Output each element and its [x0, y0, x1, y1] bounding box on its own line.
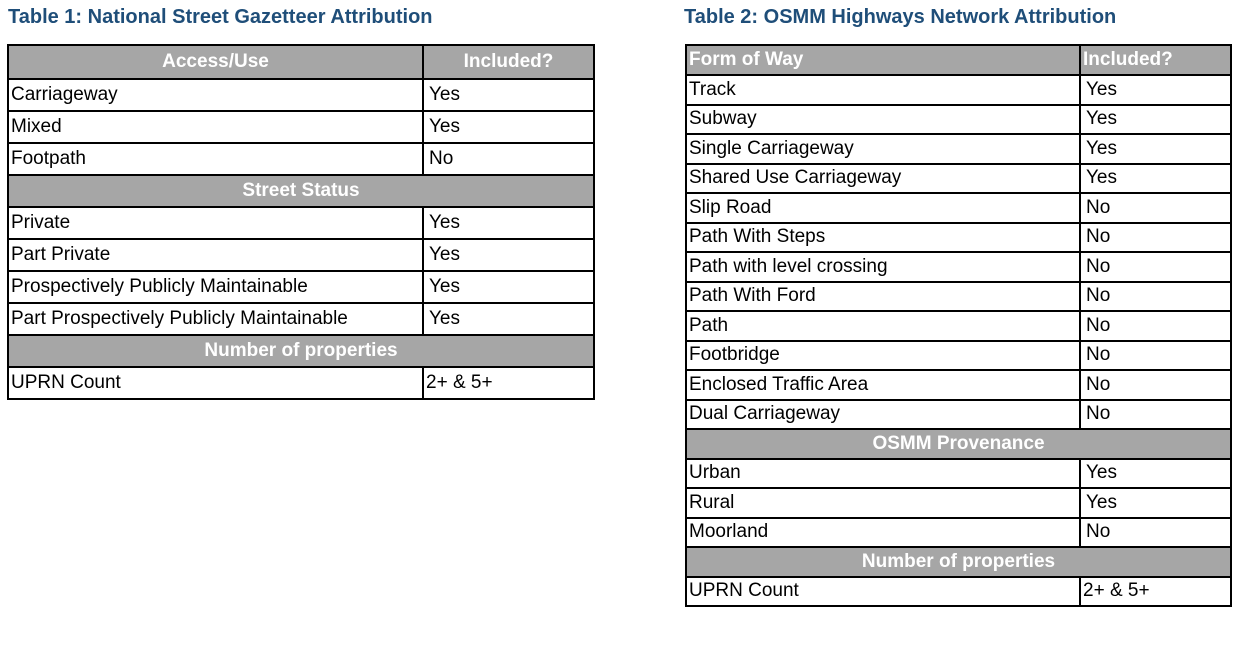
table-row	[686, 164, 1231, 194]
table-row	[686, 282, 1231, 312]
table-row	[686, 134, 1231, 164]
row-value: No	[423, 143, 594, 175]
table-row	[686, 252, 1231, 282]
table-row	[686, 75, 1231, 105]
table-row	[8, 271, 594, 303]
section-header-row	[8, 175, 594, 207]
row-value: No	[1080, 193, 1231, 223]
osmm-attribution-table	[685, 44, 1232, 607]
row-value: Yes	[423, 111, 594, 143]
table-row	[686, 577, 1231, 607]
row-value: No	[1080, 370, 1231, 400]
row-value: No	[1080, 282, 1231, 312]
table-row	[686, 400, 1231, 430]
table1-title: Table 1: National Street Gazetteer Attribution	[8, 6, 433, 28]
row-value: No	[1080, 400, 1231, 430]
table-row	[8, 79, 594, 111]
row-value: Yes	[423, 207, 594, 239]
nsg-attribution-table	[7, 44, 595, 400]
row-value: Yes	[1080, 488, 1231, 518]
row-label: Prospectively Publicly Maintainable	[8, 271, 423, 303]
row-value: No	[1080, 341, 1231, 371]
table-row	[8, 367, 594, 399]
section-header: OSMM Provenance	[686, 429, 1231, 459]
row-value: Yes	[1080, 134, 1231, 164]
column-header-access-use: Access/Use	[8, 45, 423, 79]
table-row	[686, 518, 1231, 548]
row-value: Yes	[1080, 75, 1231, 105]
row-label: Subway	[686, 105, 1080, 135]
row-label: Moorland	[686, 518, 1080, 548]
table-row	[686, 193, 1231, 223]
row-label: Path With Steps	[686, 223, 1080, 253]
table-row	[686, 223, 1231, 253]
section-header-row	[686, 547, 1231, 577]
column-header-form-of-way: Form of Way	[686, 45, 1080, 75]
row-label: Path with level crossing	[686, 252, 1080, 282]
row-label: Path	[686, 311, 1080, 341]
row-label: Footpath	[8, 143, 423, 175]
table-row	[8, 207, 594, 239]
row-label: Footbridge	[686, 341, 1080, 371]
row-label: Mixed	[8, 111, 423, 143]
table-row	[686, 459, 1231, 489]
row-value: No	[1080, 311, 1231, 341]
row-label: Private	[8, 207, 423, 239]
row-value: Yes	[1080, 105, 1231, 135]
row-value: Yes	[423, 303, 594, 335]
row-value: Yes	[423, 239, 594, 271]
row-value: Yes	[1080, 459, 1231, 489]
row-value: 2+ & 5+	[423, 367, 594, 399]
row-label: UPRN Count	[686, 577, 1080, 607]
row-value: No	[1080, 518, 1231, 548]
row-value: Yes	[423, 271, 594, 303]
table-row	[686, 370, 1231, 400]
section-header: Number of properties	[8, 335, 594, 367]
row-value: No	[1080, 223, 1231, 253]
row-label: Part Prospectively Publicly Maintainable	[8, 303, 423, 335]
row-label: Part Private	[8, 239, 423, 271]
column-header-included: Included?	[423, 45, 594, 79]
row-value: 2+ & 5+	[1080, 577, 1231, 607]
row-value: Yes	[1080, 164, 1231, 194]
row-label: Shared Use Carriageway	[686, 164, 1080, 194]
table2-title: Table 2: OSMM Highways Network Attribution	[684, 6, 1117, 28]
row-label: Single Carriageway	[686, 134, 1080, 164]
row-value: No	[1080, 252, 1231, 282]
column-header-included: Included?	[1080, 45, 1231, 75]
row-label: Carriageway	[8, 79, 423, 111]
row-label: UPRN Count	[8, 367, 423, 399]
table-row	[8, 143, 594, 175]
row-value: Yes	[423, 79, 594, 111]
row-label: Dual Carriageway	[686, 400, 1080, 430]
row-label: Path With Ford	[686, 282, 1080, 312]
section-header-row	[686, 429, 1231, 459]
row-label: Slip Road	[686, 193, 1080, 223]
section-header-row	[8, 335, 594, 367]
table-header-row	[686, 45, 1231, 75]
table-row	[686, 105, 1231, 135]
table-row	[686, 488, 1231, 518]
table-row	[8, 303, 594, 335]
row-label: Enclosed Traffic Area	[686, 370, 1080, 400]
row-label: Rural	[686, 488, 1080, 518]
table-row	[8, 111, 594, 143]
table-row	[686, 311, 1231, 341]
section-header: Street Status	[8, 175, 594, 207]
section-header: Number of properties	[686, 547, 1231, 577]
row-label: Track	[686, 75, 1080, 105]
table-row	[686, 341, 1231, 371]
table-header-row	[8, 45, 594, 79]
table-row	[8, 239, 594, 271]
row-label: Urban	[686, 459, 1080, 489]
